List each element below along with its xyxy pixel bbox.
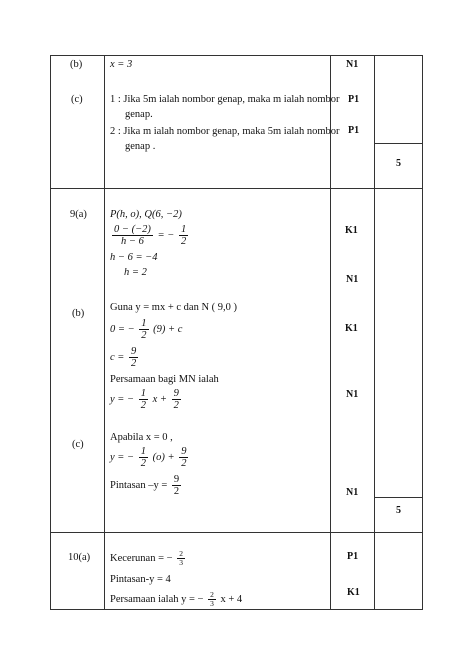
q8-total-divider [374,143,423,144]
q8-c-line2: 2 : Jika m ialah nombor genap, maka 5m ialah nombor [110,126,340,137]
q9-a-label: 9(a) [70,209,87,220]
q9-a-points: P(h, o), Q(6, −2) [110,209,182,220]
q9-total: 5 [396,505,401,516]
q10-a-label: 10(a) [68,552,91,563]
q9-a-step1: $\frac{0 - (-2)}{h - 6}$ = − $\frac{1}{2}$ [114,224,187,247]
q10-a-line2: Pintasan-y = 4 [110,574,171,585]
q9-c-line2-fraction-2: $\frac{9}{2}$ [181,446,187,469]
q8-c-label: (c) [71,94,83,105]
q9-c-line1: Apabila x = 0 , [110,432,173,443]
row-divider-q9 [50,532,423,533]
q8-b-work: x = 3 [110,59,133,70]
q8-c-line1b: genap. [125,109,153,120]
row-divider-q8 [50,188,423,189]
q9-b-line5-fraction-1: $\frac{1}{2}$ [140,388,146,411]
q9-a-step2: h − 6 = −4 [110,252,158,263]
q8-c-mark2: P1 [348,125,360,136]
q9-total-divider [374,497,423,498]
q9-b-line5-fraction-2: $\frac{9}{2}$ [173,388,179,411]
q9-b-mark2: N1 [346,389,359,400]
q9-a-mark2: N1 [346,274,359,285]
q9-b-line3: c = $\frac{9}{2}$ [110,346,137,369]
q9-c-label: (c) [72,439,84,450]
column-divider-2 [330,55,331,610]
q9-c-line2: y = − $\frac{1}{2}$ (o) + $\frac{9}{2}$ [110,446,187,469]
q9-b-line2-fraction: $\frac{1}{2}$ [141,318,147,341]
q9-c-line3: Pintasan –y = $\frac{9}{2}$ [110,474,180,497]
q9-c-line2-fraction-1: $\frac{1}{2}$ [140,446,146,469]
column-divider-1 [104,55,105,610]
q10-a-line1: Kecerunan = − $\frac{2}{3}$ [110,549,183,567]
q10-a-line3-fraction: $\frac{2}{3}$ [210,590,214,608]
q9-b-line5: y = − $\frac{1}{2}$ x + $\frac{9}{2}$ [110,388,179,411]
q9-a-step1-rhs-fraction: $\frac{1}{2}$ [180,224,187,247]
q9-a-mark1: K1 [345,225,358,236]
q8-b-label: (b) [70,59,83,70]
table-border-bottom [50,609,423,610]
q10-a-line1-fraction: $\frac{2}{3}$ [179,549,183,567]
q8-b-mark: N1 [346,59,359,70]
q9-b-line2: 0 = − $\frac{1}{2}$ (9) + c [110,318,183,341]
q10-a-line3: Persamaan ialah y = − $\frac{2}{3}$ x + 4 [110,590,243,608]
q8-total: 5 [396,158,401,169]
q8-c-mark1: P1 [348,94,360,105]
q9-b-mark1: K1 [345,323,358,334]
column-divider-3 [374,55,375,610]
q10-a-mark2: K1 [347,587,360,598]
table-border-top [50,55,423,56]
table-border-left [50,55,51,610]
q9-a-step3: h = 2 [124,267,147,278]
q9-b-line3-fraction: $\frac{9}{2}$ [131,346,137,369]
q9-c-line3-fraction: $\frac{9}{2}$ [173,474,180,497]
q9-b-line4: Persamaan bagi MN ialah [110,374,219,385]
q9-c-mark: N1 [346,487,359,498]
q8-c-line1: 1 : Jika 5m ialah nombor genap, maka m ialah nombor [110,94,340,105]
table-border-right [422,55,423,610]
q8-c-line2b: genap . [125,141,156,152]
q9-b-label: (b) [72,308,85,319]
q10-a-mark1: P1 [347,551,359,562]
q9-a-step1-fraction: $\frac{0 - (-2)}{h - 6}$ [114,224,151,247]
q9-b-line1: Guna y = mx + c dan N ( 9,0 ) [110,302,238,313]
